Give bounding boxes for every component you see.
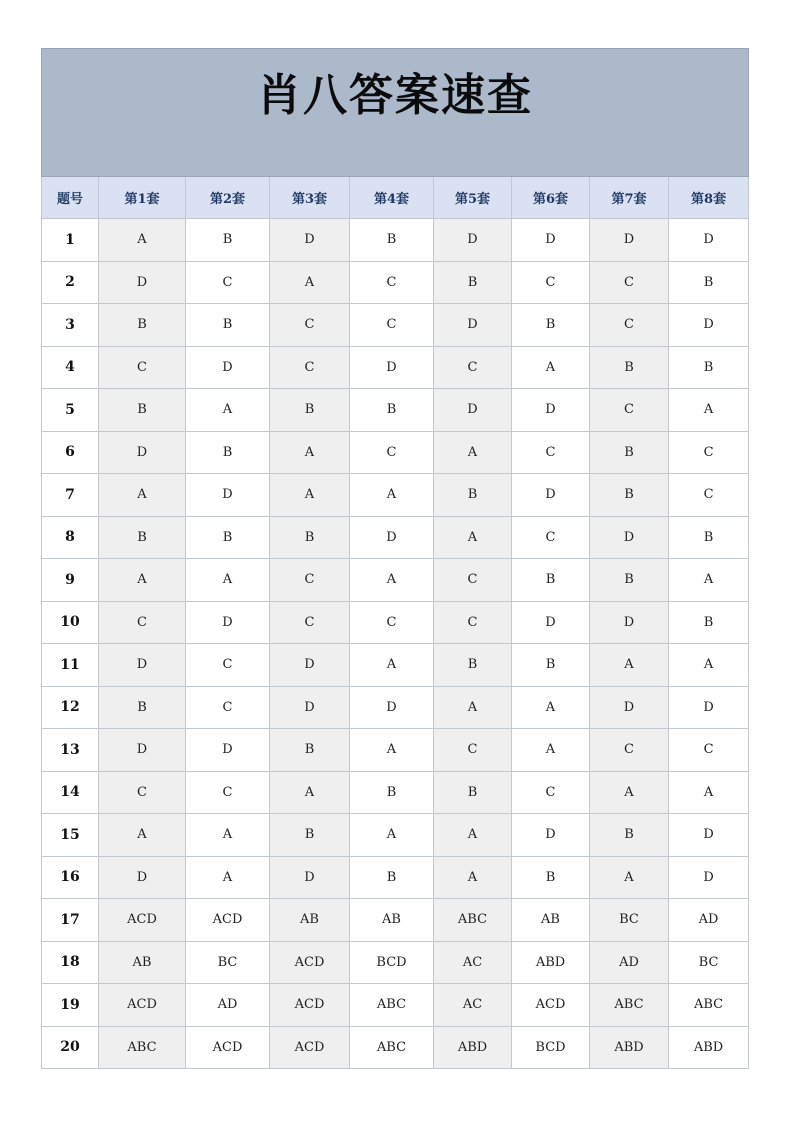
answer-cell: ABD [669, 1026, 749, 1069]
question-number: 13 [42, 729, 99, 772]
answer-cell: D [270, 644, 350, 687]
answer-cell: C [350, 261, 434, 304]
answer-cell: D [512, 601, 590, 644]
question-number: 4 [42, 346, 99, 389]
title-banner [42, 49, 749, 177]
answer-cell: C [512, 261, 590, 304]
answer-cell: A [512, 346, 590, 389]
answer-cell: D [512, 219, 590, 262]
answer-cell: D [99, 261, 186, 304]
answer-cell: D [590, 601, 669, 644]
question-number: 1 [42, 219, 99, 262]
answer-cell: A [186, 559, 270, 602]
answer-cell: C [99, 601, 186, 644]
table-row [42, 559, 749, 602]
answer-cell: C [186, 261, 270, 304]
answer-cell: C [512, 771, 590, 814]
answer-cell: B [669, 516, 749, 559]
answer-cell: C [434, 346, 512, 389]
answer-cell: A [512, 729, 590, 772]
question-number: 11 [42, 644, 99, 687]
answer-cell: C [350, 601, 434, 644]
answer-cell: A [434, 856, 512, 899]
answer-cell: AD [590, 941, 669, 984]
answer-cell: ACD [186, 899, 270, 942]
answer-cell: A [350, 814, 434, 857]
answer-cell: B [669, 601, 749, 644]
answer-cell: A [270, 474, 350, 517]
answer-cell: D [434, 304, 512, 347]
answer-cell: C [350, 431, 434, 474]
answer-cell: ACD [99, 984, 186, 1027]
answer-cell: B [350, 856, 434, 899]
answer-cell: A [350, 474, 434, 517]
question-number: 2 [42, 261, 99, 304]
answer-cell: D [186, 474, 270, 517]
answer-cell: BC [186, 941, 270, 984]
answer-cell: C [590, 729, 669, 772]
answer-cell: AB [99, 941, 186, 984]
question-number: 9 [42, 559, 99, 602]
answer-cell: AC [434, 941, 512, 984]
answer-cell: A [270, 771, 350, 814]
answer-cell: C [434, 729, 512, 772]
column-header-number: 题号 [42, 177, 99, 219]
column-header-set-2: 第2套 [186, 177, 270, 219]
answer-cell: ABC [590, 984, 669, 1027]
answer-cell: B [350, 219, 434, 262]
question-number: 15 [42, 814, 99, 857]
answer-cell: D [186, 346, 270, 389]
answer-cell: ABC [350, 984, 434, 1027]
answer-cell: B [590, 346, 669, 389]
table-row [42, 346, 749, 389]
answer-cell: ABC [350, 1026, 434, 1069]
answer-cell: ABC [434, 899, 512, 942]
answer-cell: C [669, 431, 749, 474]
answer-cell: D [669, 304, 749, 347]
answer-cell: A [350, 729, 434, 772]
answer-cell: BC [590, 899, 669, 942]
answer-cell: D [512, 389, 590, 432]
answer-cell: ACD [186, 1026, 270, 1069]
answer-cell: B [434, 261, 512, 304]
answer-cell: B [186, 516, 270, 559]
answer-cell: A [669, 644, 749, 687]
answer-cell: B [186, 304, 270, 347]
answer-cell: C [270, 346, 350, 389]
answer-cell: C [270, 304, 350, 347]
question-number: 10 [42, 601, 99, 644]
answer-cell: D [669, 686, 749, 729]
answer-cell: C [590, 261, 669, 304]
table-row [42, 899, 749, 942]
answer-cell: AB [270, 899, 350, 942]
column-header-set-1: 第1套 [99, 177, 186, 219]
question-number: 14 [42, 771, 99, 814]
answer-cell: D [350, 516, 434, 559]
page-title: 肖八答案速查 [257, 69, 534, 121]
answer-cell: C [99, 771, 186, 814]
column-header-set-8: 第8套 [669, 177, 749, 219]
answer-cell: B [590, 814, 669, 857]
answer-cell: ACD [270, 941, 350, 984]
answer-cell: A [186, 856, 270, 899]
column-header-set-6: 第6套 [512, 177, 590, 219]
answer-cell: C [186, 644, 270, 687]
question-number: 7 [42, 474, 99, 517]
answer-cell: A [99, 814, 186, 857]
column-header-set-4: 第4套 [350, 177, 434, 219]
table-row [42, 814, 749, 857]
answer-cell: D [99, 856, 186, 899]
answer-cell: B [270, 729, 350, 772]
answer-cell: B [99, 686, 186, 729]
answer-cell: C [434, 601, 512, 644]
table-row [42, 984, 749, 1027]
answer-cell: C [270, 559, 350, 602]
question-number: 12 [42, 686, 99, 729]
question-number: 3 [42, 304, 99, 347]
answer-cell: B [512, 644, 590, 687]
answer-cell: D [350, 686, 434, 729]
answer-cell: AD [669, 899, 749, 942]
question-number: 5 [42, 389, 99, 432]
answer-cell: B [512, 856, 590, 899]
answer-cell: C [350, 304, 434, 347]
answer-cell: A [512, 686, 590, 729]
answer-rows [42, 219, 749, 1069]
answer-cell: AB [350, 899, 434, 942]
answer-cell: D [270, 856, 350, 899]
table-row [42, 474, 749, 517]
answer-cell: C [669, 474, 749, 517]
table-row [42, 1026, 749, 1069]
answer-cell: ACD [270, 984, 350, 1027]
question-number: 8 [42, 516, 99, 559]
answer-cell: ACD [512, 984, 590, 1027]
answer-cell: ABD [590, 1026, 669, 1069]
answer-cell: D [512, 474, 590, 517]
answer-cell: D [434, 219, 512, 262]
answer-cell: D [186, 601, 270, 644]
answer-cell: B [99, 389, 186, 432]
answer-cell: D [99, 729, 186, 772]
answer-cell: BCD [350, 941, 434, 984]
answer-cell: A [590, 856, 669, 899]
answer-cell: B [434, 644, 512, 687]
answer-cell: D [270, 219, 350, 262]
table-row [42, 304, 749, 347]
answer-cell: C [512, 431, 590, 474]
answer-cell: B [669, 261, 749, 304]
answer-cell: A [434, 814, 512, 857]
answer-cell: BC [669, 941, 749, 984]
answer-cell: B [270, 814, 350, 857]
answer-cell: AC [434, 984, 512, 1027]
answer-cell: ACD [270, 1026, 350, 1069]
answer-cell: D [434, 389, 512, 432]
answer-cell: D [669, 856, 749, 899]
answer-cell: B [434, 771, 512, 814]
answer-cell: A [186, 389, 270, 432]
answer-cell: D [669, 814, 749, 857]
answer-cell: B [270, 516, 350, 559]
table-row [42, 261, 749, 304]
answer-cell: C [434, 559, 512, 602]
answer-cell: C [186, 686, 270, 729]
question-number: 18 [42, 941, 99, 984]
answer-cell: B [669, 346, 749, 389]
answer-cell: A [350, 644, 434, 687]
answer-cell: B [590, 559, 669, 602]
column-header-set-3: 第3套 [270, 177, 350, 219]
table-row [42, 729, 749, 772]
answer-cell: ABC [669, 984, 749, 1027]
table-row [42, 431, 749, 474]
answer-cell: D [590, 219, 669, 262]
answer-cell: D [669, 219, 749, 262]
answer-cell: C [590, 304, 669, 347]
answer-cell: A [434, 431, 512, 474]
answer-cell: A [669, 771, 749, 814]
answer-cell: ABC [99, 1026, 186, 1069]
answer-cell: A [99, 474, 186, 517]
answer-cell: A [590, 644, 669, 687]
answer-cell: BCD [512, 1026, 590, 1069]
answer-cell: A [270, 431, 350, 474]
answer-cell: D [270, 686, 350, 729]
answer-cell: ACD [99, 899, 186, 942]
answer-cell: B [186, 431, 270, 474]
answer-cell: B [512, 559, 590, 602]
answer-cell: A [270, 261, 350, 304]
answer-table [41, 48, 749, 1069]
answer-cell: C [590, 389, 669, 432]
answer-cell: D [186, 729, 270, 772]
answer-cell: B [270, 389, 350, 432]
answer-cell: A [590, 771, 669, 814]
answer-cell: A [434, 516, 512, 559]
answer-cell: A [99, 559, 186, 602]
table-row [42, 389, 749, 432]
answer-cell: D [99, 431, 186, 474]
answer-cell: C [186, 771, 270, 814]
answer-cell: B [590, 431, 669, 474]
answer-cell: B [434, 474, 512, 517]
table-row [42, 856, 749, 899]
answer-cell: C [270, 601, 350, 644]
answer-cell: B [512, 304, 590, 347]
answer-cell: D [99, 644, 186, 687]
answer-cell: C [512, 516, 590, 559]
question-number: 6 [42, 431, 99, 474]
answer-cell: A [434, 686, 512, 729]
answer-cell: ABD [434, 1026, 512, 1069]
table-row [42, 601, 749, 644]
answer-cell: B [590, 474, 669, 517]
question-number: 16 [42, 856, 99, 899]
answer-cell: B [186, 219, 270, 262]
question-number: 19 [42, 984, 99, 1027]
table-row [42, 941, 749, 984]
answer-cell: D [590, 686, 669, 729]
answer-cell: D [512, 814, 590, 857]
table-row [42, 516, 749, 559]
answer-cell: AB [512, 899, 590, 942]
answer-cell: A [669, 389, 749, 432]
answer-cell: B [350, 771, 434, 814]
answer-cell: A [669, 559, 749, 602]
answer-cell: D [590, 516, 669, 559]
answer-cell: C [669, 729, 749, 772]
answer-cell: A [99, 219, 186, 262]
column-header-row [42, 177, 749, 219]
answer-cell: C [99, 346, 186, 389]
table-row [42, 771, 749, 814]
answer-cell: D [350, 346, 434, 389]
question-number: 17 [42, 899, 99, 942]
column-header-set-5: 第5套 [434, 177, 512, 219]
answer-cell: B [99, 516, 186, 559]
table-row [42, 644, 749, 687]
table-row [42, 219, 749, 262]
table-row [42, 686, 749, 729]
answer-cell: B [99, 304, 186, 347]
answer-cell: ABD [512, 941, 590, 984]
question-number: 20 [42, 1026, 99, 1069]
answer-cell: A [186, 814, 270, 857]
column-header-set-7: 第7套 [590, 177, 669, 219]
answer-cell: B [350, 389, 434, 432]
answer-cell: A [350, 559, 434, 602]
answer-cell: AD [186, 984, 270, 1027]
